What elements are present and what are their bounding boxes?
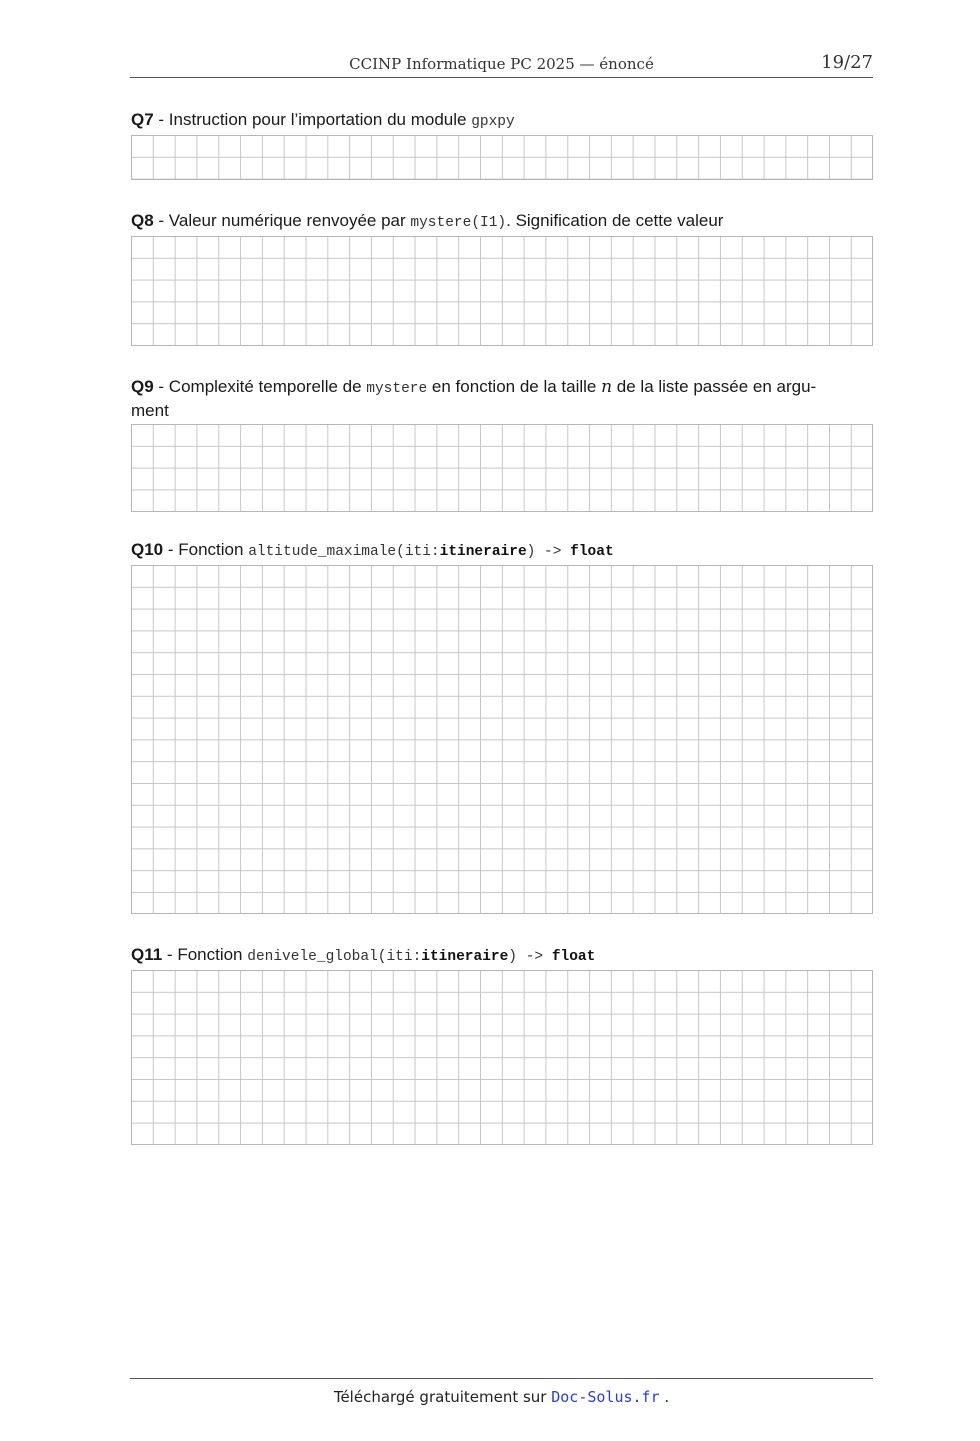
question-text: . Signification de cette valeur xyxy=(506,211,724,230)
page-footer xyxy=(130,1388,873,1406)
question-separator: - xyxy=(153,110,169,129)
code-type: itineraire xyxy=(421,949,509,965)
header-divider xyxy=(130,77,873,78)
code-return-type: float xyxy=(570,544,614,560)
math-variable: n xyxy=(601,377,613,397)
question-separator: - xyxy=(153,377,169,396)
question-q8 xyxy=(131,210,873,346)
question-text: en fonction de la taille xyxy=(427,377,602,396)
question-q9-prompt xyxy=(131,376,873,422)
question-label: Q10 xyxy=(131,540,164,559)
footer-divider xyxy=(130,1378,873,1379)
question-text: de la liste passée en argu- xyxy=(612,377,817,396)
code-part: ) -> xyxy=(508,949,552,965)
question-q9 xyxy=(131,376,873,512)
code-type: itineraire xyxy=(439,544,527,560)
code-part: denivele_global(iti: xyxy=(247,949,422,965)
question-q8-prompt xyxy=(131,210,873,234)
question-text: Complexité temporelle de xyxy=(168,377,367,396)
question-separator: - xyxy=(162,945,178,964)
question-text: Valeur numérique renvoyée par xyxy=(168,211,411,230)
question-q11-prompt xyxy=(131,944,873,968)
question-text: Instruction pour l’importation du module xyxy=(168,110,472,129)
question-text: ment xyxy=(131,401,169,420)
code-snippet: mystere(I1) xyxy=(410,215,507,231)
question-label: Q8 xyxy=(131,211,154,230)
answer-grid-q7[interactable] xyxy=(131,135,873,180)
code-part: altitude_maximale(iti: xyxy=(248,544,440,560)
question-text: Fonction xyxy=(177,945,248,964)
code-return-type: float xyxy=(551,949,596,965)
question-q7 xyxy=(131,109,873,180)
question-q10-prompt xyxy=(131,539,873,563)
function-signature xyxy=(247,949,595,965)
page-header-title: CCINP Informatique PC 2025 — énoncé xyxy=(349,55,654,73)
code-part: ) -> xyxy=(526,544,571,560)
question-label: Q9 xyxy=(131,377,154,396)
footer-text: Téléchargé gratuitement sur xyxy=(333,1388,552,1406)
doc-solus-link[interactable]: Doc-Solus.fr xyxy=(551,1388,660,1406)
answer-grid-q11[interactable] xyxy=(131,970,873,1145)
question-q7-prompt xyxy=(131,109,873,133)
question-label: Q11 xyxy=(131,945,163,964)
code-snippet: mystere xyxy=(366,381,428,397)
question-label: Q7 xyxy=(131,110,154,129)
question-separator: - xyxy=(153,211,169,230)
answer-grid-q8[interactable] xyxy=(131,236,873,346)
code-snippet: gpxpy xyxy=(471,114,515,130)
answer-grid-q9[interactable] xyxy=(131,424,873,512)
question-text: Fonction xyxy=(178,540,249,559)
question-q11 xyxy=(131,944,873,1145)
page-number: 19/27 xyxy=(821,52,873,73)
footer-end: . xyxy=(659,1388,670,1406)
question-q10 xyxy=(131,539,873,914)
function-signature xyxy=(248,544,613,560)
question-separator: - xyxy=(163,540,179,559)
answer-grid-q10[interactable] xyxy=(131,565,873,914)
